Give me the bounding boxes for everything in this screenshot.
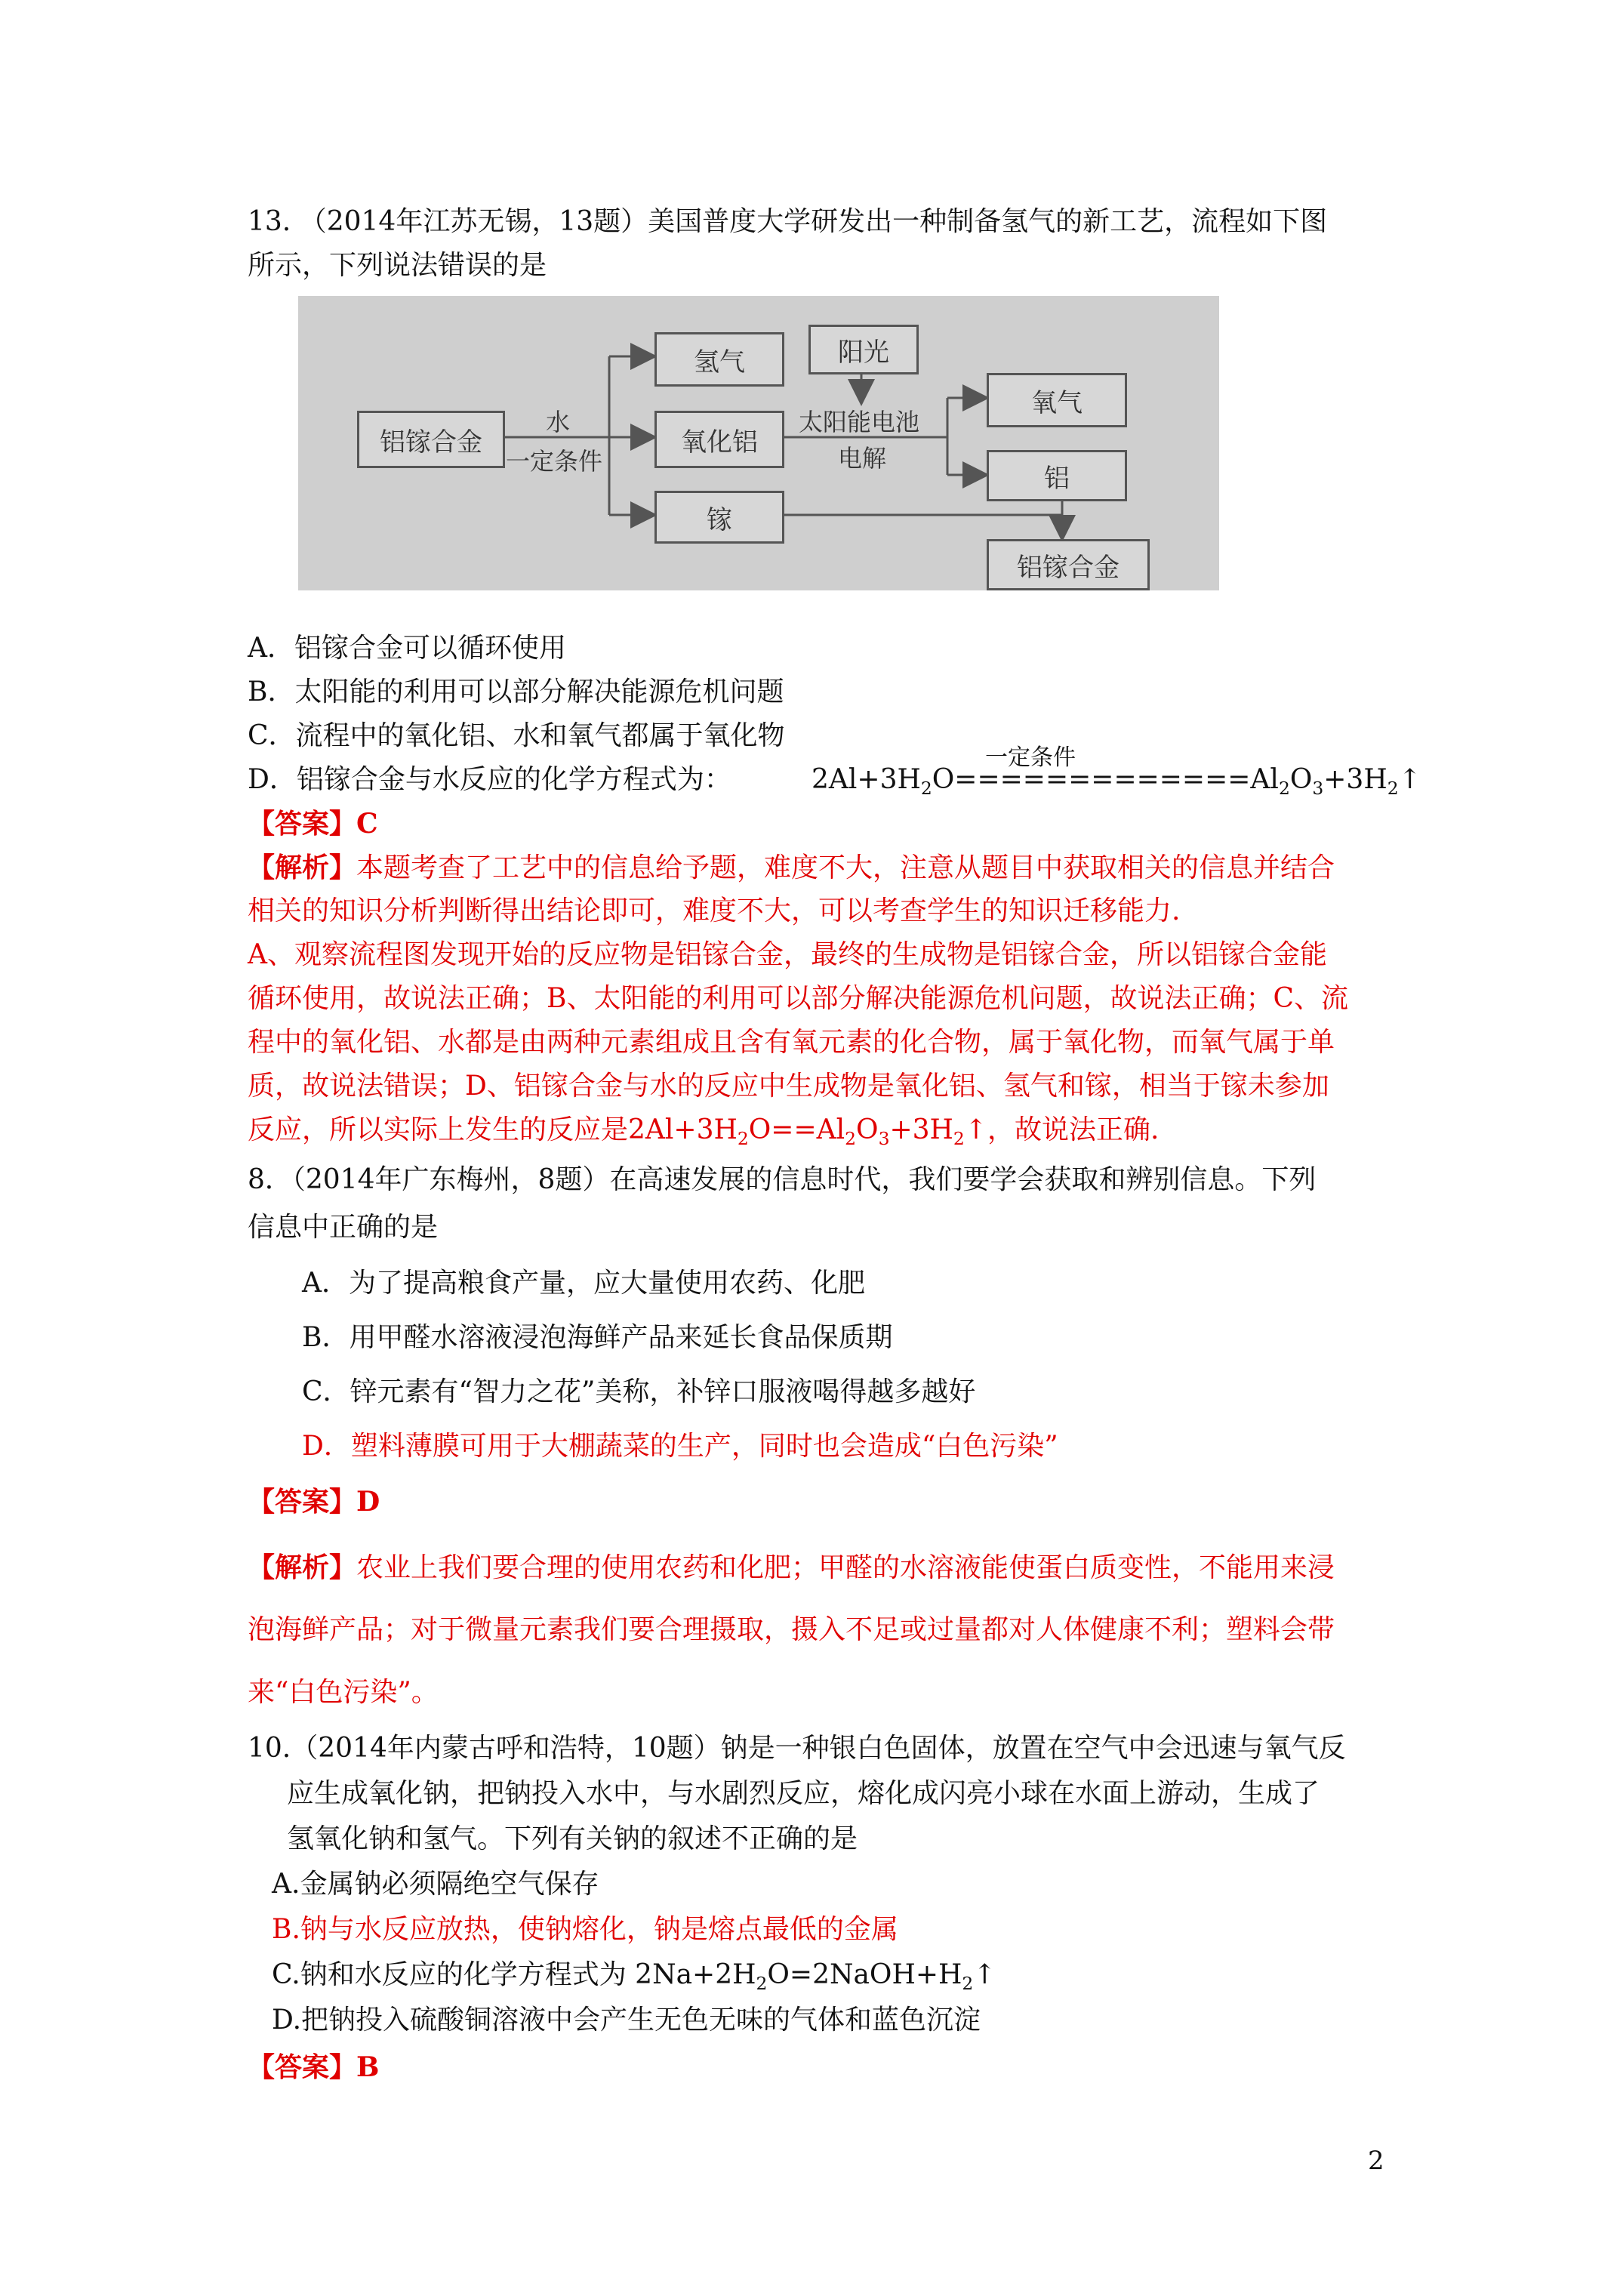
- q13-analysis-text1: 本题考查了工艺中的信息给予题，难度不大，注意从题目中获取相关的信息并结合: [356, 852, 1335, 883]
- q8-analysis-text1: 农业上我们要合理的使用农药和化肥；甲醛的水溶液能使蛋白质变性，不能用来浸: [356, 1552, 1335, 1583]
- box-hydrogen: 氢气: [654, 332, 784, 387]
- q10-option-c-text: C.钠和水反应的化学方程式为: [272, 1959, 627, 1990]
- q13-analysis-line4: 循环使用，故说法正确；B、太阳能的利用可以部分解决能源危机问题，故说法正确；C、流: [248, 983, 1349, 1014]
- q13-option-a: A．铝镓合金可以循环使用: [248, 633, 566, 664]
- q13-option-d: D．铝镓合金与水反应的化学方程式为：: [248, 764, 731, 795]
- q13-analysis-line7: 反应，所以实际上发生的反应是$2Al+3H_2O==Al_2O_3+3H_2↑$，故说法正确.: [248, 1114, 1160, 1150]
- q13-analysis-text7-pre: 反应，所以实际上发生的反应是: [248, 1114, 629, 1145]
- q13-answer-text: 【答案】C: [248, 808, 378, 840]
- q8-answer: [248, 1482, 380, 1522]
- q8-stem-line1: 8．（2014年广东梅州，8题）在高速发展的信息时代，我们要学会获取和辨别信息。下列: [248, 1164, 1317, 1195]
- q13-analysis-text7-post: ，故说法正确.: [987, 1114, 1160, 1145]
- q13-analysis-line2: 相关的知识分析判断得出结论即可，难度不大，可以考查学生的知识迁移能力.: [248, 895, 1181, 926]
- q8-answer-text: 【答案】D: [248, 1486, 380, 1518]
- q13-analysis-line1: [248, 848, 1335, 888]
- q10-option-d: D.把钠投入硫酸铜溶液中会产生无色无味的气体和蓝色沉淀: [272, 2005, 981, 2036]
- page-number: 2: [1368, 2146, 1384, 2176]
- label-electrolysis: 电解: [838, 444, 887, 473]
- q13-analysis-line3: A、观察流程图发现开始的反应物是铝镓合金，最终的生成物是铝镓合金，所以铝镓合金能: [248, 939, 1327, 970]
- box-gallium: 镓: [654, 491, 784, 544]
- q13-equation-condition: 一定条件: [985, 744, 1076, 771]
- label-water: 水: [546, 408, 571, 436]
- q10-option-a: A.金属钠必须隔绝空气保存: [272, 1869, 599, 1900]
- q13-analysis-label: 【解析】: [248, 852, 357, 883]
- q10-answer-text: 【答案】B: [248, 2051, 380, 2083]
- q8-option-c: C．锌元素有“智力之花”美称，补锌口服液喝得越多越好: [302, 1376, 976, 1407]
- box-alloy-output: 铝镓合金: [987, 539, 1150, 590]
- q13-stem-line1: 13. （2014年江苏无锡，13题）美国普度大学研发出一种制备氢气的新工艺，流程如下图: [248, 206, 1328, 237]
- q10-option-c: C.钠和水反应的化学方程式为 $2Na+2H_2O=2NaOH+H_2↑$: [272, 1959, 996, 1995]
- q10-option-b: B.钠与水反应放热，使钠熔化，钠是熔点最低的金属: [272, 1914, 898, 1945]
- box-alloy-input: 铝镓合金: [357, 411, 505, 468]
- q10-stem-line1: 10.（2014年内蒙古呼和浩特，10题）钠是一种银白色固体，放置在空气中会迅速与氧气反: [248, 1733, 1346, 1764]
- q8-analysis-label: 【解析】: [248, 1552, 357, 1583]
- label-condition: 一定条件: [506, 447, 603, 476]
- q13-analysis-line5: 程中的氧化铝、水都是由两种元素组成且含有氧元素的化合物，属于氧化物，而氧气属于单: [248, 1027, 1335, 1058]
- q13-option-b: B．太阳能的利用可以部分解决能源危机问题: [248, 676, 784, 707]
- q13-equation: $2Al+3H_2O=============Al_2O_3+3H_2↑$: [812, 764, 1421, 800]
- q8-option-a: A．为了提高粮食产量，应大量使用农药、化肥: [302, 1268, 865, 1299]
- box-oxygen: 氧气: [987, 373, 1127, 427]
- q13-analysis-line6: 质，故说法错误；D、铝镓合金与水的反应中生成物是氧化铝、氢气和镓，相当于镓未参加: [248, 1071, 1329, 1102]
- q10-stem-line3: 氢氧化钠和氢气。下列有关钠的叙述不正确的是: [287, 1823, 858, 1854]
- q8-stem-line2: 信息中正确的是: [248, 1212, 439, 1243]
- q13-option-c: C．流程中的氧化铝、水和氧气都属于氧化物: [248, 720, 785, 751]
- box-aluminum: 铝: [987, 450, 1127, 501]
- q8-analysis-line3: 来“白色污染”。: [248, 1677, 439, 1708]
- q8-option-d: D．塑料薄膜可用于大棚蔬菜的生产，同时也会造成“白色污染”: [302, 1431, 1058, 1462]
- process-flow-diagram: [298, 296, 1219, 590]
- q10-stem-line2: 应生成氧化钠，把钠投入水中，与水剧烈反应，熔化成闪亮小球在水面上游动，生成了: [287, 1778, 1320, 1809]
- q8-option-b: B．用甲醛水溶液浸泡海鲜产品来延长食品保质期: [302, 1322, 893, 1353]
- q13-stem-line2: 所示，下列说法错误的是: [248, 250, 547, 281]
- q8-analysis-line1: [248, 1548, 1335, 1588]
- box-alumina: 氧化铝: [654, 411, 784, 468]
- label-solar-cell: 太阳能电池: [799, 408, 920, 436]
- q8-analysis-line2: 泡海鲜产品；对于微量元素我们要合理摄取，摄入不足或过量都对人体健康不利；塑料会带: [248, 1614, 1335, 1645]
- q10-answer: [248, 2048, 379, 2088]
- q13-answer: [248, 804, 378, 844]
- box-sunlight: 阳光: [808, 325, 919, 374]
